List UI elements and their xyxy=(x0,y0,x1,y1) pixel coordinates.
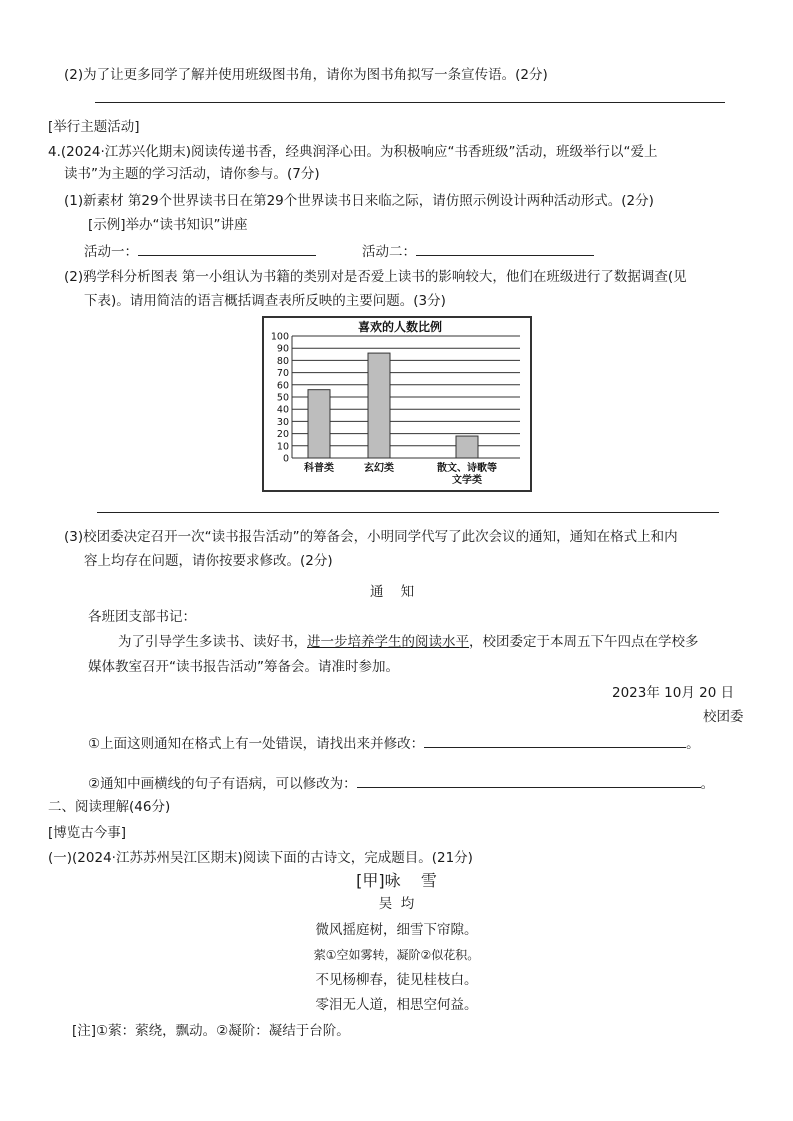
x-category-label: 玄幻类 xyxy=(364,463,394,474)
bar xyxy=(308,390,330,458)
question-4-3-line-1: (3)校团委决定召开一次“读书报告活动”的筹备会，小明同学代写了此次会议的通知，通知在格式上和内 xyxy=(64,529,678,545)
answer-line-q2[interactable] xyxy=(95,102,725,103)
notice-body-line-1 xyxy=(118,632,699,652)
activity-two-blank[interactable] xyxy=(416,241,594,256)
poem-line: 不见杨柳春，徒见桂枝白。 xyxy=(315,972,478,988)
poem-line: 萦①空如雾转，凝阶②似花积。 xyxy=(313,948,480,962)
answer-line-q4-2[interactable] xyxy=(97,512,719,513)
activity-one-label: 活动一： xyxy=(84,244,138,260)
sub-question-1-blank[interactable] xyxy=(424,733,686,748)
notice-title: 通 知 xyxy=(370,584,415,600)
y-tick-label: 0 xyxy=(282,453,289,465)
activity-one-row xyxy=(84,241,316,262)
chart-title: 喜欢的人数比例 xyxy=(357,320,443,334)
notice-body-part-b: ，校团委定于本周五下午四点在学校多 xyxy=(469,634,699,650)
section-heading-activity: [举行主题活动] xyxy=(48,119,140,135)
y-tick-label: 40 xyxy=(276,404,289,416)
y-tick-label: 50 xyxy=(276,392,289,404)
passage-intro: (一)(2024·江苏苏州吴江区期末)阅读下面的古诗文，完成题目。(21分) xyxy=(48,850,473,866)
sub-question-2-row xyxy=(88,773,714,794)
y-tick-label: 70 xyxy=(276,368,289,380)
y-tick-label: 60 xyxy=(276,380,289,392)
question-4-line-2: 读书”为主题的学习活动，请你参与。(7分) xyxy=(64,166,320,182)
bar-chart-frame xyxy=(262,316,532,492)
activity-one-blank[interactable] xyxy=(138,241,316,256)
bar xyxy=(456,436,478,458)
sub-question-1-row xyxy=(88,733,700,754)
notice-body-line-2: 媒体教室召开“读书报告活动”筹备会。请准时参加。 xyxy=(88,659,399,675)
poem-line: 零泪无人道，相思空何益。 xyxy=(315,997,478,1013)
poem-title: [甲]咏 雪 xyxy=(356,871,437,890)
y-tick-label: 10 xyxy=(276,441,289,453)
sub-question-1-label: ①上面这则通知在格式上有一处错误，请找出来并修改： xyxy=(88,736,425,752)
question-4-2-line-1: (2)鸦学科分析图表 第一小组认为书籍的类别对是否爱上读书的影响较大，他们在班级进行了数据调查(见 xyxy=(64,269,687,285)
y-tick-label: 80 xyxy=(276,355,289,367)
notice-signer: 校团委 xyxy=(703,709,744,725)
activity-two-label: 活动二： xyxy=(362,244,416,260)
question-4-1-prompt: (1)新素材 第29个世界读书日在第29个世界读书日来临之际，请仿照示例设计两种活动形式。(2分) xyxy=(64,193,654,209)
x-category-label: 科普类 xyxy=(304,463,334,474)
y-tick-label: 20 xyxy=(276,429,289,441)
notice-date: 2023年 10月 20 日 xyxy=(612,685,735,701)
question-2-prompt: (2)为了让更多同学了解并使用班级图书角，请你为图书角拟写一条宣传语。(2分) xyxy=(64,67,548,83)
question-4-3-line-2: 容上均存在问题，请你按要求修改。(2分) xyxy=(84,553,333,569)
sub-question-2-blank[interactable] xyxy=(357,773,701,788)
y-tick-label: 100 xyxy=(270,331,289,343)
sub-question-1-period: 。 xyxy=(686,736,700,752)
question-4-1-example: [示例]举办“读书知识”讲座 xyxy=(88,217,248,233)
sub-question-2-period: 。 xyxy=(700,776,715,792)
y-tick-label: 30 xyxy=(276,416,289,428)
question-4-2-line-2: 下表)。请用简洁的语言概括调查表所反映的主要问题。(3分) xyxy=(84,293,446,309)
question-4-line-1: 4.(2024·江苏兴化期末)阅读传递书香，经典润泽心田。为积极响应“书香班级”活动，班级举行以“爱上 xyxy=(48,144,658,160)
notice-underlined-sentence: 进一步培养学生的阅读水平 xyxy=(307,634,469,650)
poem-author: 吴 均 xyxy=(378,896,415,912)
section-heading-ancient: [博览古今事] xyxy=(48,825,127,841)
x-category-label-line-2: 文学类 xyxy=(452,475,482,486)
poem-line: 微风摇庭树，细雪下帘隙。 xyxy=(315,922,478,938)
x-category-label: 散文、诗歌等 xyxy=(437,463,497,474)
sub-question-2-label: ②通知中画横线的句子有语病，可以修改为： xyxy=(88,776,357,792)
notice-salutation: 各班团支部书记： xyxy=(88,609,196,625)
part-2-title: 二、阅读理解(46分) xyxy=(48,799,171,815)
bar-chart xyxy=(264,318,530,490)
bar xyxy=(368,353,390,458)
notice-body-part-a: 为了引导学生多读书、读好书， xyxy=(118,634,307,650)
poem-note: [注]①萦：萦绕，飘动。②凝阶：凝结于台阶。 xyxy=(72,1023,350,1039)
y-tick-label: 90 xyxy=(276,343,289,355)
activity-two-row xyxy=(362,241,594,262)
